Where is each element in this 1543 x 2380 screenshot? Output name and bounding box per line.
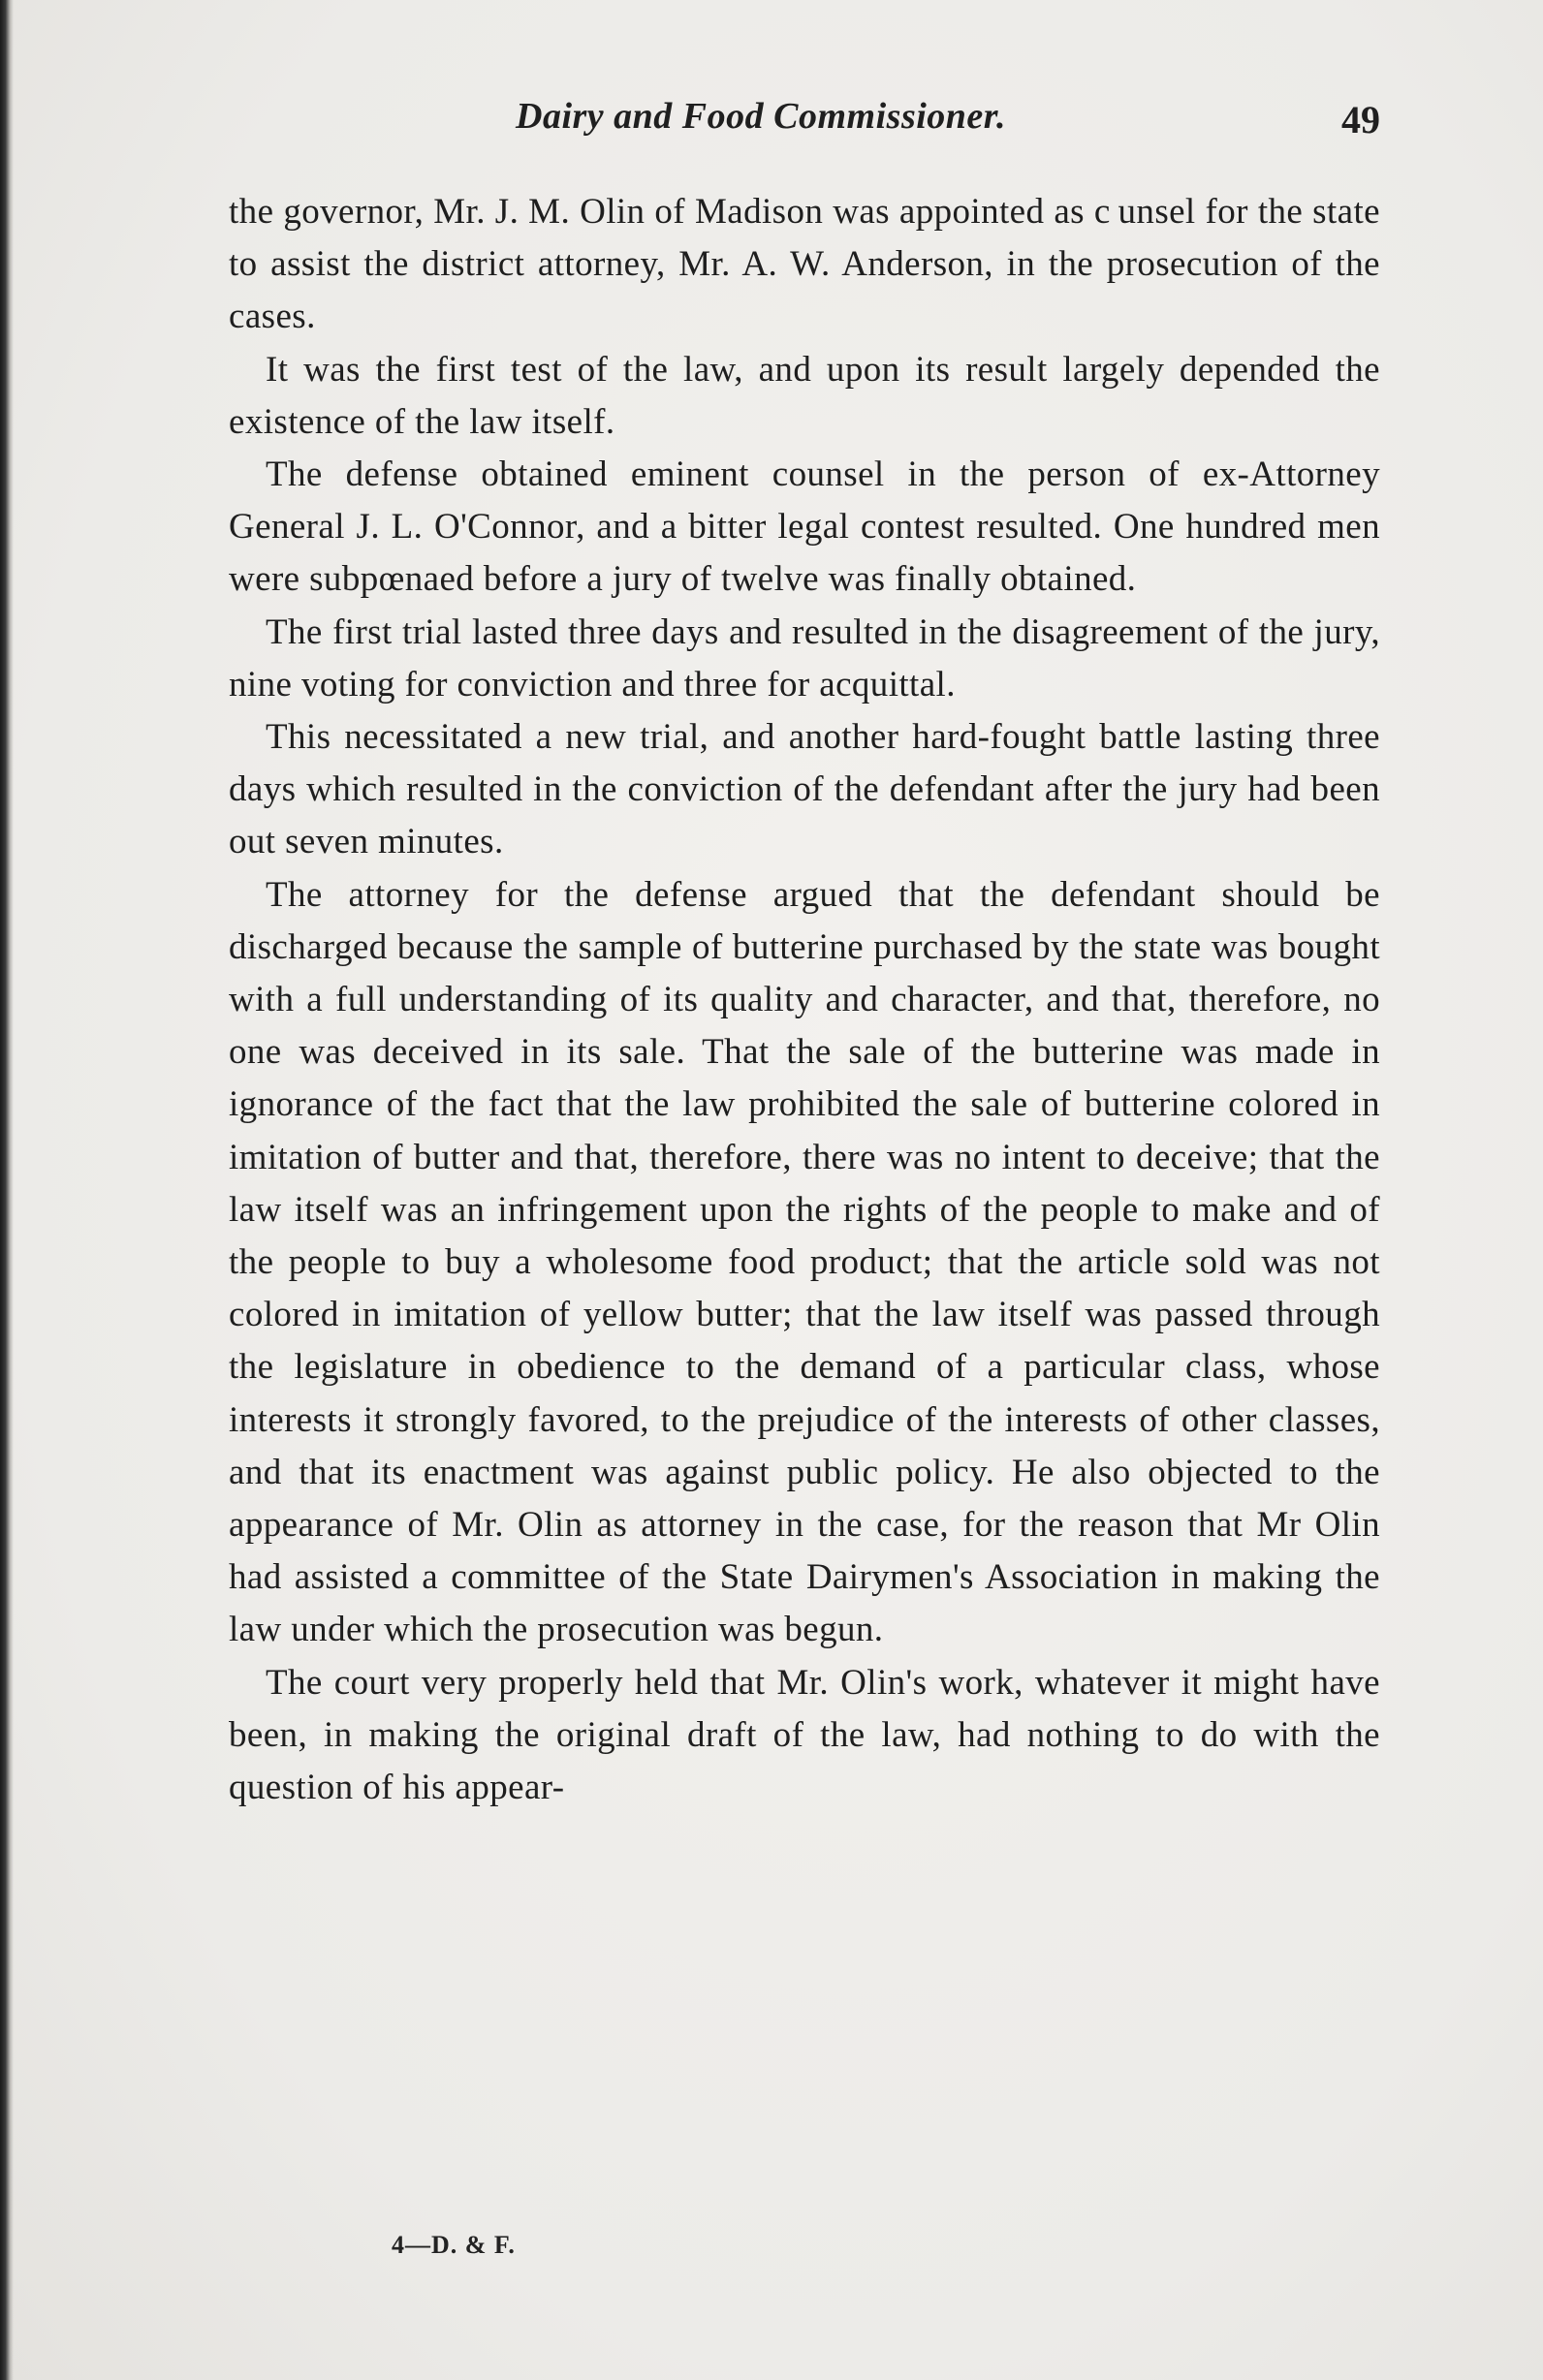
page-binding-edge [0, 0, 14, 2380]
paragraph: The court very properly held that Mr. Olin's work, whatever it might have been, in making the original draft of the law, had nothing to do with the question of his appear- [229, 1662, 1380, 1808]
paragraph: It was the first test of the law, and upon its result largely depended the existence of the law itself. [229, 349, 1380, 442]
paragraph: The first trial lasted three days and resulted in the disagreement of the jury, nine voting for conviction and three for acquittal. [229, 611, 1380, 705]
body-text [229, 186, 1380, 1814]
paragraph: This necessitated a new trial, and another hard-fought battle lasting three days which resulted in the conviction of the defendant after the jury had been out seven minutes. [229, 717, 1380, 862]
paragraph: the governor, Mr. J. M. Olin of Madison was appointed as c unsel for the state to assist the district attorney, Mr. A. W. Anderson, in the prosecution of the cases. [229, 192, 1380, 337]
running-header [229, 95, 1380, 153]
signature-mark: 4—D. & F. [392, 2231, 516, 2259]
page-number: 49 [1341, 98, 1380, 141]
paragraph: The defense obtained eminent counsel in the person of ex-Attorney General J. L. O'Connor, and a bitter legal contest resulted. One hundred men were subpœnaed before a jury of twelve was finally obtained. [229, 454, 1380, 600]
paragraph: The attorney for the defense argued that the defendant should be discharged because the sample of butterine purchased by the state was bought with a full understanding of its quality and character, and that, therefore, no one was deceived in its sale. That the sale of the butterine was made in ignorance of the fact that the law prohibited the sale of butterine colored in imitation of butter and that, therefore, there was no intent to deceive; that the law itself was an infringement upon the rights of the people to make and of the people to buy a wholesome food product; that the article sold was not colored in imitation of yellow butter; that the law itself was passed through the legislature in obedience to the demand of a particular class, whose interests it strongly favored, to the prejudice of the interests of other classes, and that its enactment was against public policy. He also objected to the appearance of Mr. Olin as attorney in the case, for the reason that Mr Olin had assisted a committee of the State Dairymen's Association in making the law under which the prosecution was begun. [229, 874, 1380, 1650]
running-title: Dairy and Food Commissioner. [516, 96, 1006, 137]
